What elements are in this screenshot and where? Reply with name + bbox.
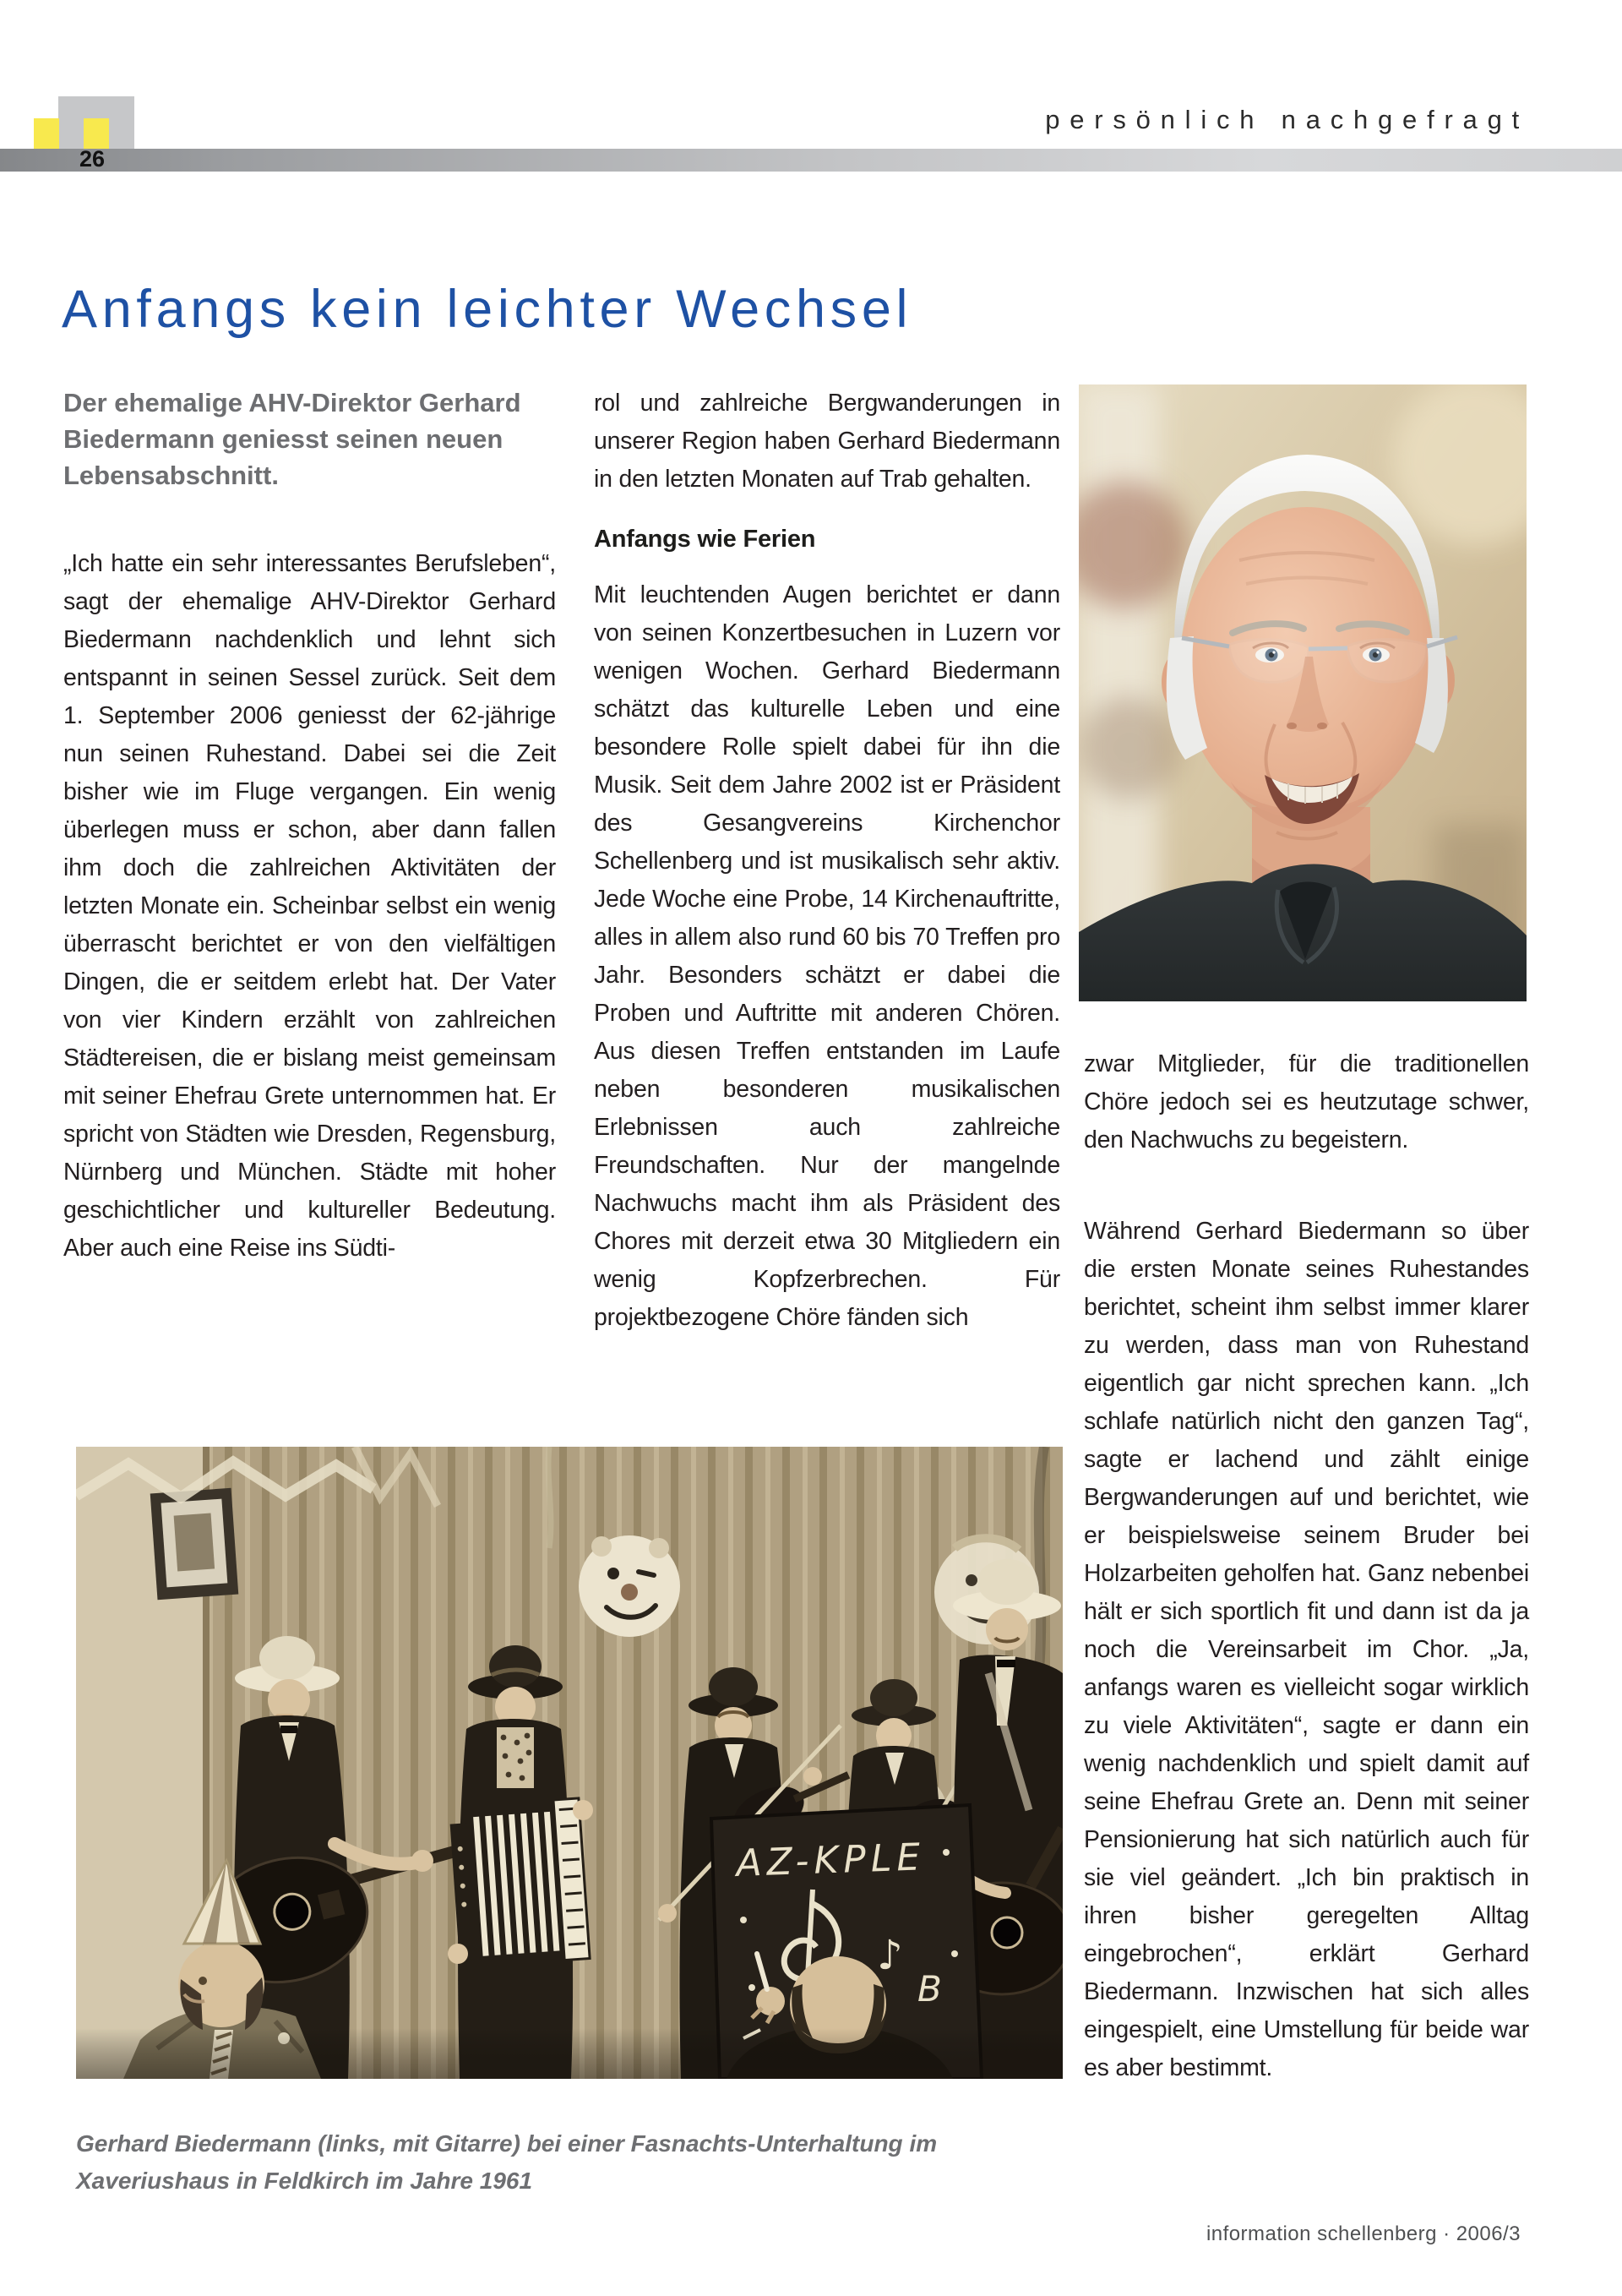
band-photo-art: [76, 1447, 1063, 2079]
column3-para2: Während Gerhard Biedermann so über die ersten Monate seines Ruhestandes berichtet, scheint ihm selbst immer klarer zu werden, dass man von Ruhestand eigentlich gar nicht sprechen kann. „Ich schlafe natürlich nicht den ganzen Tag“, sagte er lachend und zählt einige Bergwanderungen auf und berichtet, wie er beispielsweise seinem Bruder bei Holzarbeiten geholfen hat. Ganz nebenbei hält er sich sportlich fit und dann ist da ja noch die Vereinsarbeit im Chor. „Ja, anfangs waren es vielleicht sogar wirklich zu viele Aktivitäten“, sagte er dann ein wenig nachdenklich und spielt damit auf seine Ehefrau Grete an. Denn mit seiner Pensionierung hat sich natürlich auch für sie viel geändert. „Ich bin praktisch in ihren bisher geregelten Alltag eingebrochen“, erklärt Gerhard Biedermann. Inzwischen hat sich alles eingespielt, eine Umstellung für beide war es aber bestimmt.: [1084, 1218, 1529, 2081]
subhead-anfangs-wie-ferien: Anfangs wie Ferien: [594, 526, 816, 553]
header-gradient-bar: [0, 146, 1622, 172]
column1-body: „Ich hatte ein sehr interessantes Berufsleben“, sagt der ehemalige AHV-Direktor Gerhard Biedermann nachdenklich und lehnt sich entspannt in seinen Sessel zurück. Seit dem 1. September 2006 geniesst der 62-jährige nun seinen Ruhestand. Dabei sei die Zeit bisher wie im Fluge vergangen. Ein wenig überlegen muss er schon, aber dann fallen ihm doch die zahlreichen Aktivitäten der letzten Monate ein. Scheinbar selbst ein wenig überrascht berichtet er von den vielfältigen Dingen, die er seitdem erlebt hat. Der Vater von vier Kindern erzählt von zahlreichen Städtereisen, die er bislang meist gemeinsam mit seiner Ehefrau Grete unternommen hat. Er spricht von Städten wie Dresden, Regensburg, Nürnberg und München. Städte mit hoher geschichtlicher und kultureller Bedeutung. Aber auch eine Reise ins Südti-: [63, 550, 556, 1262]
portrait-photo: [1079, 384, 1527, 1001]
svg-text:AZ-KPLE: AZ-KPLE: [735, 1835, 926, 1885]
section-label: persönlich nachgefragt: [1045, 105, 1529, 134]
svg-text:♪: ♪: [877, 1932, 903, 1979]
column2-para1: rol und zahlreiche Bergwanderungen in unserer Region haben Gerhard Biedermann in den letzten Monaten auf Trab gehalten.: [594, 390, 1060, 493]
column-3: [1084, 1045, 1529, 2087]
article-title: Anfangs kein leichter Wechsel: [62, 280, 913, 340]
clown-face-icon: [579, 1535, 680, 1637]
column-1: [63, 384, 556, 1268]
photo-caption: Gerhard Biedermann (links, mit Gitarre) bei einer Fasnachts-Unterhaltung im Xaveriushaus in Feldkirch im Jahre 1961: [76, 2130, 938, 2194]
deco-square-yellow-right: [84, 118, 109, 149]
svg-text:B: B: [917, 1968, 942, 2010]
deco-square-yellow-left: [34, 118, 59, 149]
column-2: [594, 384, 1060, 1337]
column2-body: Mit leuchtenden Augen berichtet er dann von seinen Konzertbesuchen in Luzern vor wenigen Wochen. Gerhard Biedermann schätzt das kulturelle Leben und eine besondere Rolle spielt dabei für ihn die Musik. Seit dem Jahre 2002 ist er Präsident des Gesangvereins Kirchenchor Schellenberg und ist musikalisch sehr aktiv. Jede Woche eine Probe, 14 Kirchenauftritte, alles in allem also rund 60 bis 70 Treffen pro Jahr. Besonders schätzt er dabei die Proben und Auftritte mit anderen Chören. Aus diesen Treffen entstanden im Laufe neben besonderen musikalischen Erlebnissen auch zahlreiche Freundschaften. Nur der mangelnde Nachwuchs macht ihm als Präsident des Chores mit derzeit etwa 30 Mitgliedern ein wenig Kopfzerbrechen. Für projektbezogene Chöre fänden sich: [594, 581, 1060, 1331]
column3-para1: zwar Mitglieder, für die traditionellen Chöre jedoch sei es heutzutage schwer, den Nachwuchs zu begeistern.: [1084, 1050, 1529, 1153]
footer-imprint: information schellenberg · 2006/3: [1206, 2222, 1521, 2245]
band-photo: [76, 1447, 1063, 2079]
page-number: 26: [79, 146, 106, 172]
portrait-photo-art: [1079, 384, 1527, 1001]
article-lead: Der ehemalige AHV-Direktor Gerhard Biedermann geniesst seinen neuen Lebensabschnitt.: [63, 388, 521, 490]
